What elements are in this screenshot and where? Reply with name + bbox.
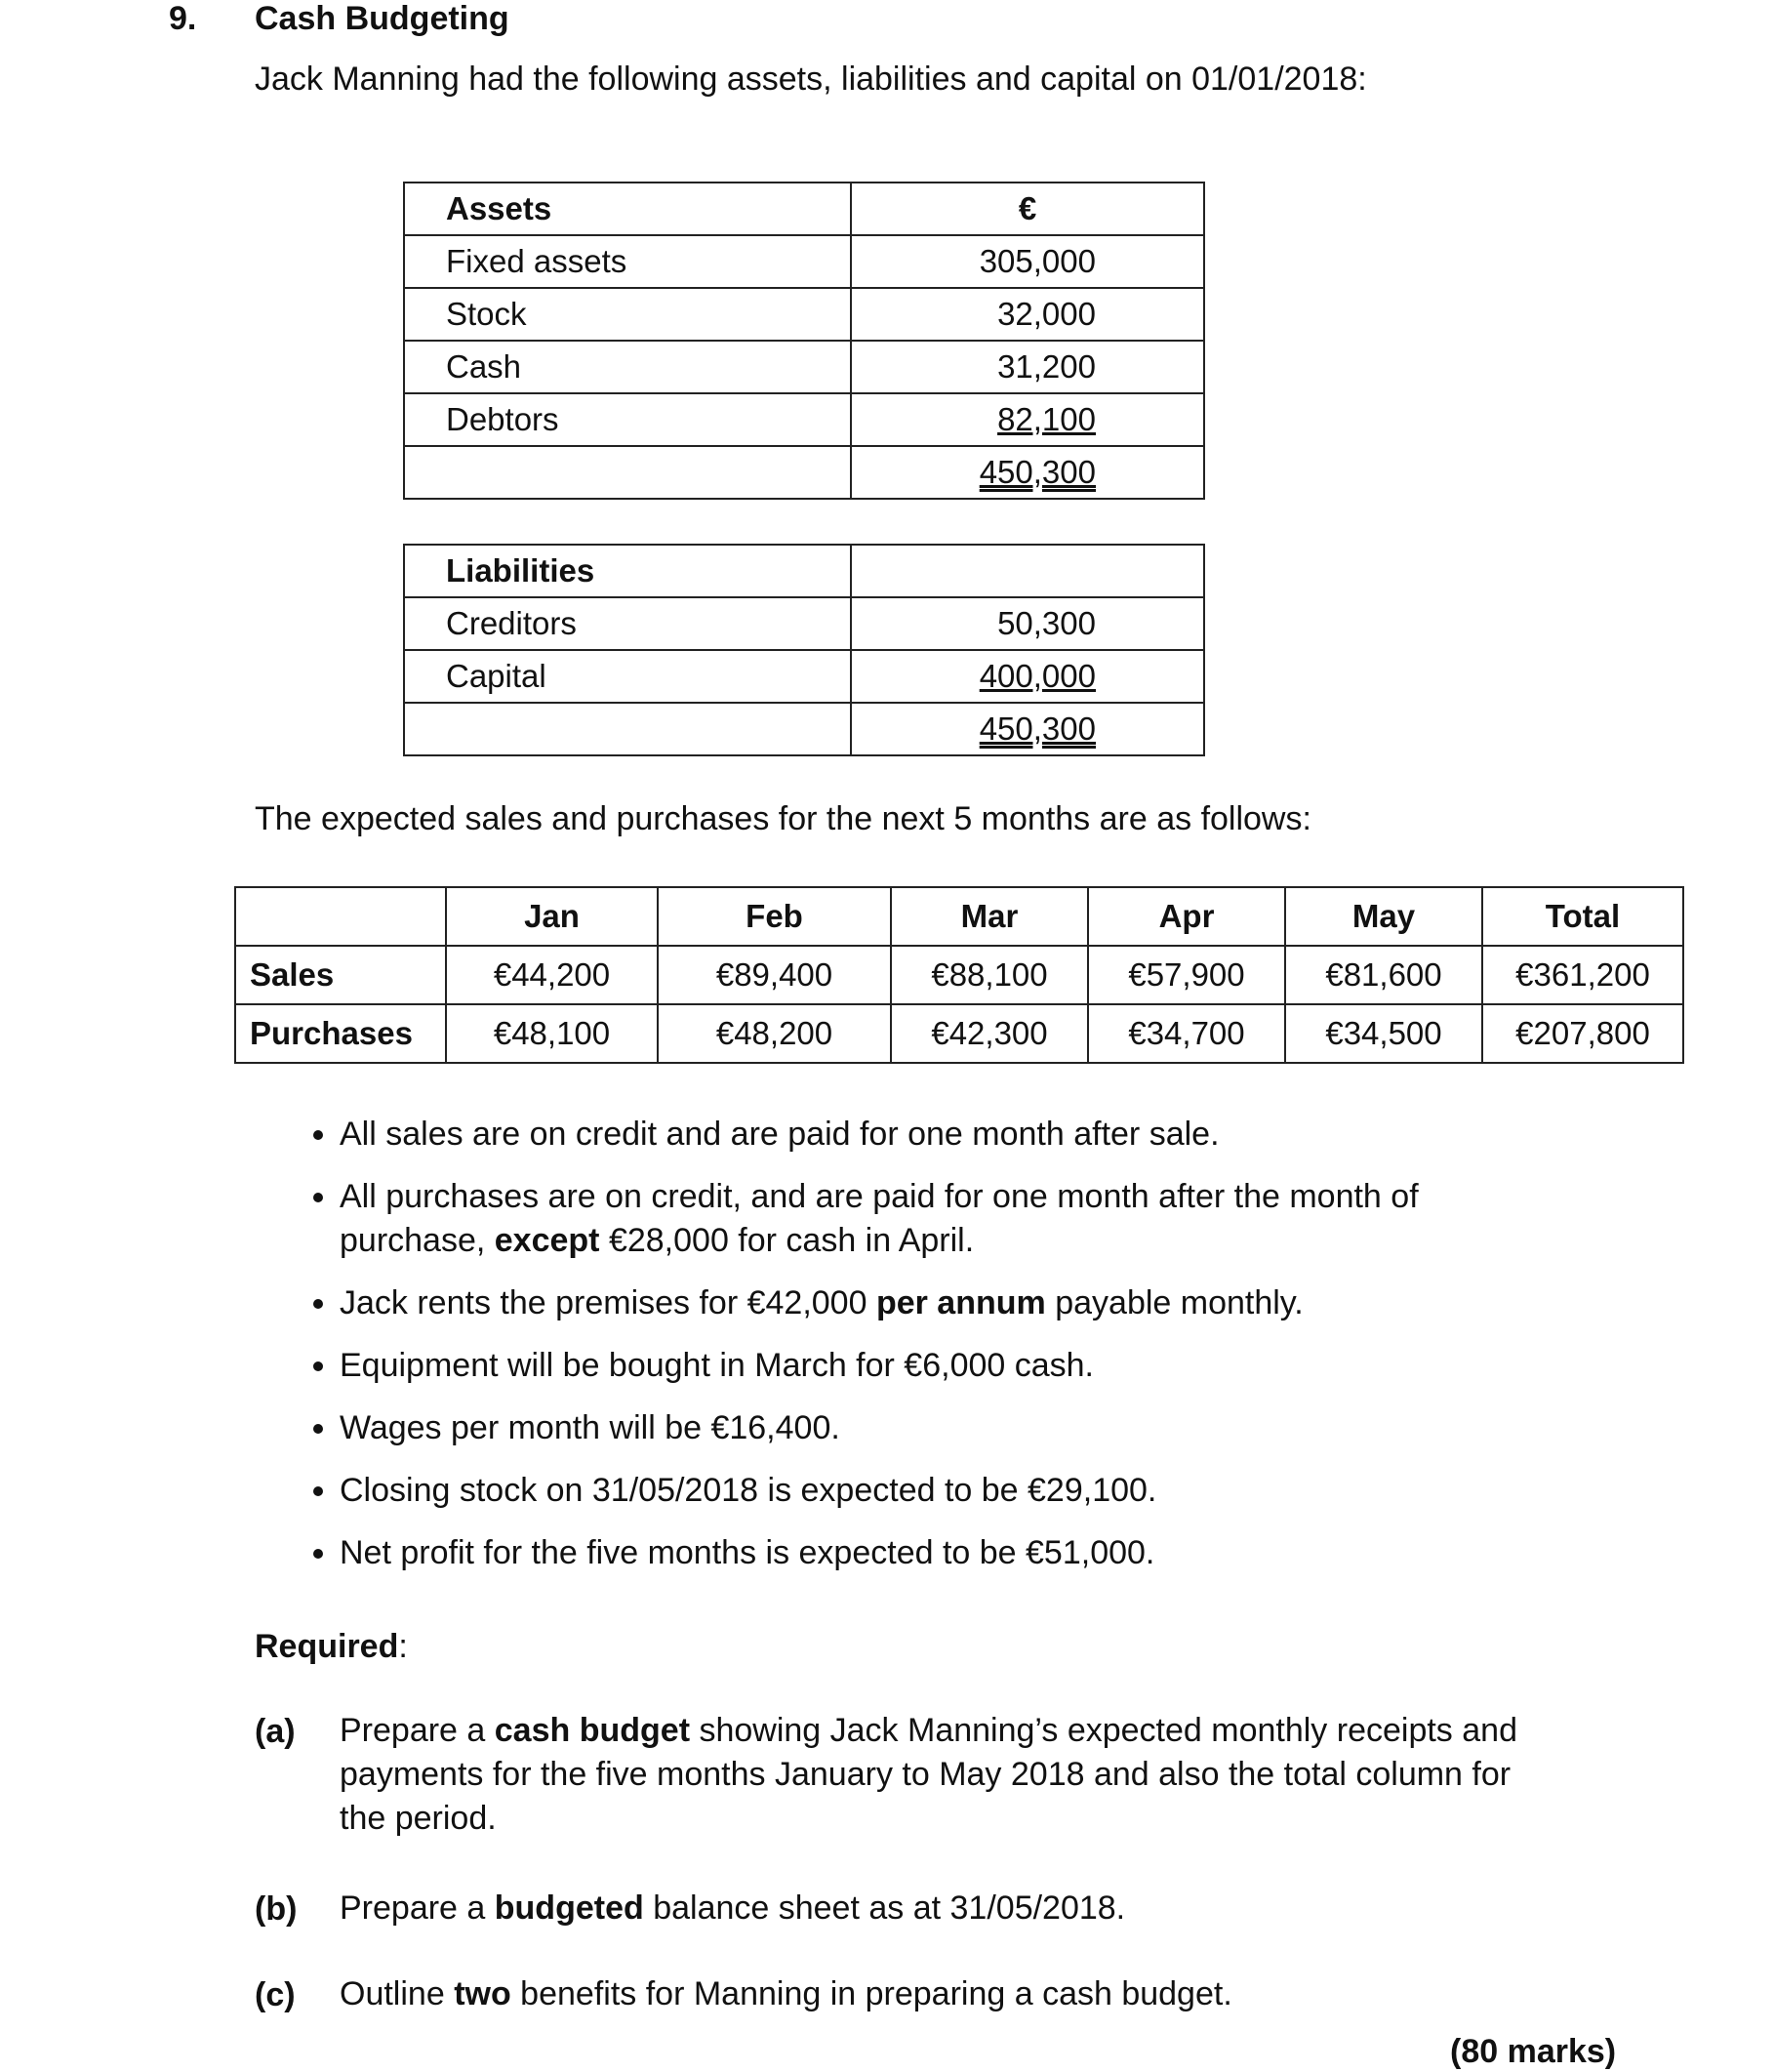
bullet-text: payable monthly. <box>1045 1284 1304 1321</box>
bullet-text: Net profit for the five months is expected to be €51,000. <box>340 1534 1155 1571</box>
purchases-label: Purchases <box>235 1004 446 1063</box>
list-item <box>340 1281 1530 1325</box>
liability-value <box>851 650 1204 703</box>
assets-header-label: Assets <box>404 183 851 235</box>
asset-value <box>851 393 1204 446</box>
list-item <box>340 1344 1530 1388</box>
sales-value-apr: €57,900 <box>1088 946 1285 1004</box>
purchases-value-may: €34,500 <box>1285 1004 1482 1063</box>
sales-value-jan: €44,200 <box>446 946 658 1004</box>
table-row <box>235 1004 1683 1063</box>
asset-value: 32,000 <box>851 288 1204 341</box>
part-a-text <box>340 1709 1540 1841</box>
required-heading <box>255 1628 408 1666</box>
part-a-text-post: showing Jack Manning’s expected monthly receipts and payments for the five months January to May 2018 and also the total column for the period. <box>340 1712 1517 1837</box>
part-b-emphasis: budgeted <box>494 1889 644 1927</box>
sales-value-feb: €89,400 <box>658 946 891 1004</box>
purchases-value-jan: €48,100 <box>446 1004 658 1063</box>
empty-cell <box>851 545 1204 597</box>
assets-header-row <box>404 183 1204 235</box>
assets-total-value: 450,300 <box>979 454 1096 490</box>
liabilities-total <box>851 703 1204 755</box>
header-empty <box>235 887 446 946</box>
table-row <box>404 288 1204 341</box>
assets-total <box>851 446 1204 499</box>
sales-header-row <box>235 887 1683 946</box>
liabilities-header-row <box>404 545 1204 597</box>
table-row <box>404 235 1204 288</box>
intro-text: Jack Manning had the following assets, liabilities and capital on 01/01/2018: <box>255 61 1367 98</box>
table-row <box>404 341 1204 393</box>
header-apr: Apr <box>1088 887 1285 946</box>
part-b-label: (b) <box>255 1890 298 1928</box>
bullet-text: Wages per month will be €16,400. <box>340 1409 840 1446</box>
bullet-text: Equipment will be bought in March for €6,000 cash. <box>340 1347 1095 1384</box>
question-number: 9. <box>169 0 197 37</box>
bullet-text: Jack rents the premises for €42,000 <box>340 1284 876 1321</box>
liability-label: Capital <box>404 650 851 703</box>
marks-label: (80 marks) <box>1450 2033 1617 2070</box>
asset-value: 305,000 <box>851 235 1204 288</box>
assets-table <box>403 182 1205 500</box>
table-row <box>235 946 1683 1004</box>
empty-cell <box>404 703 851 755</box>
sales-value-may: €81,600 <box>1285 946 1482 1004</box>
part-a-text-pre: Prepare a <box>340 1712 495 1749</box>
liability-label: Creditors <box>404 597 851 650</box>
sales-value-mar: €88,100 <box>891 946 1088 1004</box>
part-b-text-pre: Prepare a <box>340 1889 495 1927</box>
asset-value: 31,200 <box>851 341 1204 393</box>
purchases-value-total: €207,800 <box>1482 1004 1683 1063</box>
sales-intro-text: The expected sales and purchases for the next 5 months are as follows: <box>255 800 1311 837</box>
liabilities-header-label: Liabilities <box>404 545 851 597</box>
liabilities-total-row <box>404 703 1204 755</box>
list-item <box>340 1406 1530 1450</box>
part-c-text <box>340 1972 1540 2016</box>
part-a-label: (a) <box>255 1713 296 1750</box>
list-item <box>340 1113 1530 1157</box>
bullet-text: All sales are on credit and are paid for one month after sale. <box>340 1116 1220 1153</box>
sales-label: Sales <box>235 946 446 1004</box>
required-label: Required <box>255 1628 399 1665</box>
header-mar: Mar <box>891 887 1088 946</box>
liability-value-underlined: 400,000 <box>979 658 1096 694</box>
asset-value-underlined: 82,100 <box>997 401 1096 437</box>
part-c-emphasis: two <box>454 1975 511 2012</box>
part-b-text-post: balance sheet as at 31/05/2018. <box>643 1889 1126 1927</box>
required-colon: : <box>398 1628 408 1665</box>
part-a-emphasis: cash budget <box>494 1712 691 1749</box>
bullet-emphasis: per annum <box>875 1284 1046 1321</box>
asset-label: Fixed assets <box>404 235 851 288</box>
header-may: May <box>1285 887 1482 946</box>
asset-label: Stock <box>404 288 851 341</box>
sales-value-total: €361,200 <box>1482 946 1683 1004</box>
bullet-text: €28,000 for cash in April. <box>599 1222 975 1259</box>
header-feb: Feb <box>658 887 891 946</box>
liabilities-table <box>403 544 1205 756</box>
header-total: Total <box>1482 887 1683 946</box>
purchases-value-mar: €42,300 <box>891 1004 1088 1063</box>
liability-value: 50,300 <box>851 597 1204 650</box>
part-c-label: (c) <box>255 1976 296 2013</box>
asset-label: Debtors <box>404 393 851 446</box>
bullet-text: All purchases are on credit, and are paid for one month after the month of purchase, <box>340 1178 1419 1259</box>
part-c-text-pre: Outline <box>340 1975 455 2012</box>
assets-total-row <box>404 446 1204 499</box>
liabilities-total-value: 450,300 <box>979 711 1096 747</box>
empty-cell <box>404 446 851 499</box>
part-c-text-post: benefits for Manning in preparing a cash budget. <box>510 1975 1232 2012</box>
list-item <box>340 1469 1530 1513</box>
question-title: Cash Budgeting <box>255 0 509 37</box>
header-jan: Jan <box>446 887 658 946</box>
sales-purchases-table <box>234 886 1684 1064</box>
purchases-value-apr: €34,700 <box>1088 1004 1285 1063</box>
bullet-text: Closing stock on 31/05/2018 is expected to be €29,100. <box>340 1472 1157 1509</box>
conditions-list <box>293 1113 1530 1594</box>
asset-label: Cash <box>404 341 851 393</box>
list-item <box>340 1175 1530 1263</box>
bullet-emphasis: except <box>494 1222 600 1259</box>
table-row <box>404 393 1204 446</box>
part-b-text <box>340 1887 1540 1930</box>
list-item <box>340 1531 1530 1575</box>
assets-header-currency: € <box>851 183 1204 235</box>
table-row <box>404 597 1204 650</box>
table-row <box>404 650 1204 703</box>
purchases-value-feb: €48,200 <box>658 1004 891 1063</box>
